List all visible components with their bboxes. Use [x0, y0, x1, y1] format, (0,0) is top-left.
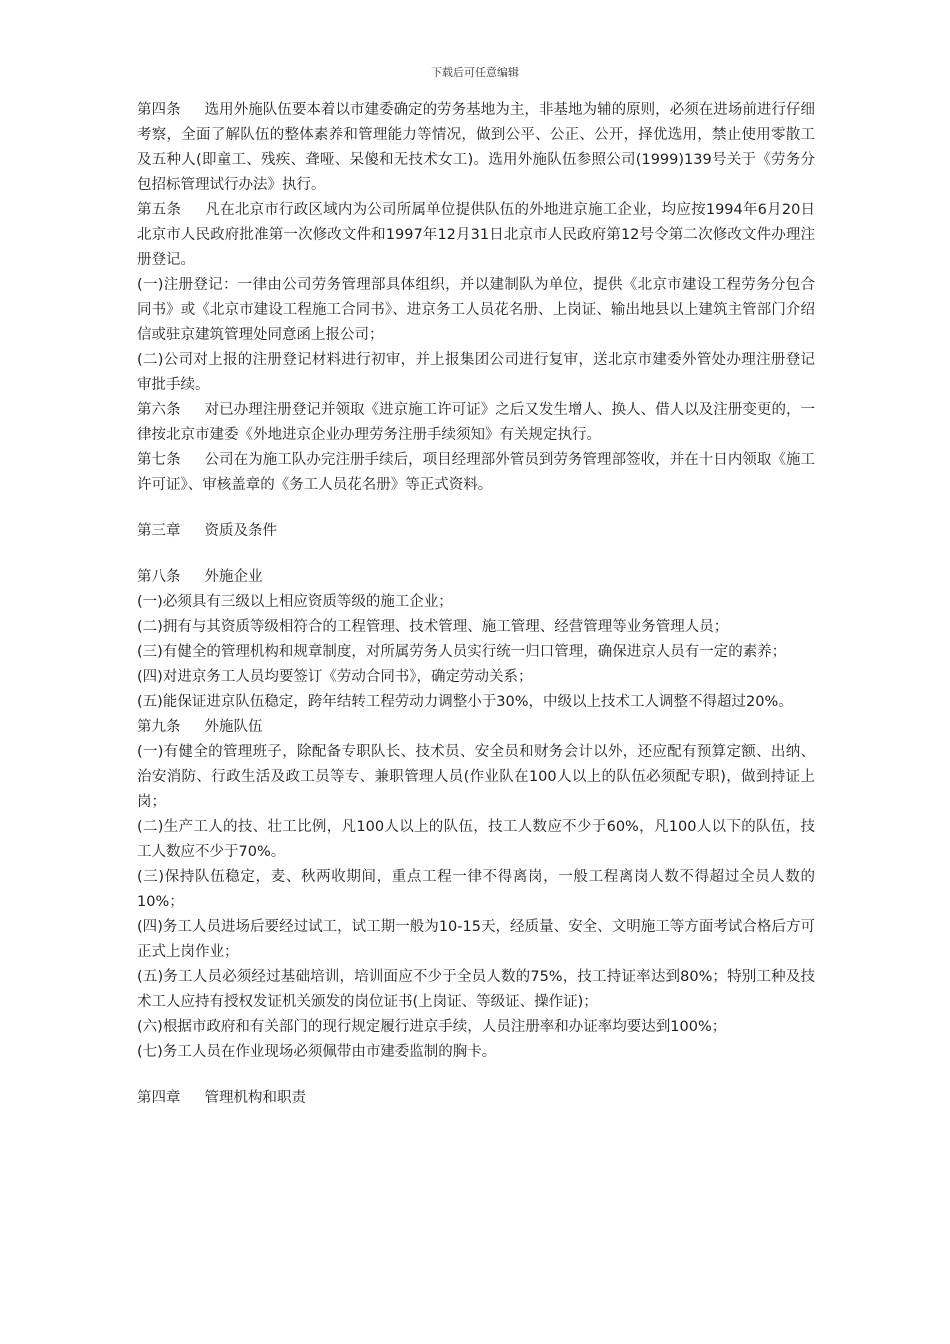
article-5	[137, 198, 815, 273]
article-8-item-1: (一)必须具有三级以上相应资质等级的施工企业；	[137, 594, 453, 610]
chapter-label: 第四章	[137, 1090, 181, 1106]
article-9-item-7: (七)务工人员在作业现场必须佩带由市建委监制的胸卡。	[137, 1044, 497, 1060]
article-label: 第七条	[137, 452, 181, 468]
article-label: 第四条	[137, 102, 181, 118]
chapter-3-heading	[137, 519, 815, 544]
article-5-item-2: (二)公司对上报的注册登记材料进行初审，并上报集团公司进行复审，送北京市建委外管处办理注册登记审批手续。	[137, 352, 815, 393]
article-text: 凡在北京市行政区域内为公司所属单位提供队伍的外地进京施工企业，均应按1994年6月20日北京市人民政府批准第一次修改文件和1997年12月31日北京市人民政府第12号令第二次修改文件办理注册登记。	[137, 202, 816, 268]
article-8-item-3: (三)有健全的管理机构和规章制度，对所属劳务人员实行统一归口管理，确保进京人员有一定的素养；	[137, 644, 787, 660]
article-8-item-5: (五)能保证进京队伍稳定，跨年结转工程劳动力调整小于30%，中级以上技术工人调整不得超过20%。	[137, 694, 793, 710]
article-text: 公司在为施工队办完注册手续后，项目经理部外管员到劳务管理部签收，并在十日内领取《施工许可证》、审核盖章的《务工人员花名册》等正式资料。	[137, 452, 816, 493]
article-label: 第六条	[137, 402, 181, 418]
article-8-item-2: (二)拥有与其资质等级相符合的工程管理、技术管理、施工管理、经营管理等业务管理人员；	[137, 619, 729, 635]
article-4	[137, 98, 815, 198]
article-title: 外施企业	[204, 569, 263, 585]
article-label: 第五条	[137, 202, 182, 218]
article-9-item-5: (五)务工人员必须经过基础培训，培训面应不少于全员人数的75%，技工持证率达到80%；特别工种及技术工人应持有授权发证机关颁发的岗位证书(上岗证、等级证、操作证)；	[137, 969, 815, 1010]
article-text: 选用外施队伍要本着以市建委确定的劳务基地为主，非基地为辅的原则，必须在进场前进行仔细考察，全面了解队伍的整体素养和管理能力等情况，做到公平、公正、公开，择优选用，禁止使用零散工及五种人(即童工、残疾、聋哑、呆傻和无技术女工)。选用外施队伍参照公司(1999)139号关于《劳务分包招标管理试行办法》执行。	[137, 102, 816, 193]
article-8-item-4: (四)对进京务工人员均要签订《劳动合同书》，确定劳动关系；	[137, 669, 533, 685]
article-label: 第九条	[137, 719, 181, 735]
article-label: 第八条	[137, 569, 181, 585]
article-9-item-3: (三)保持队伍稳定，麦、秋两收期间，重点工程一律不得离岗，一般工程离岗人数不得超过全员人数的10%；	[137, 869, 815, 910]
article-6	[137, 398, 815, 448]
article-7	[137, 448, 815, 498]
article-9-item-1: (一)有健全的管理班子，除配备专职队长、技术员、安全员和财务会计以外，还应配有预算定额、出纳、治安消防、行政生活及政工员等专、兼职管理人员(作业队在100人以上的队伍必须配专职)，做到持证上岗；	[137, 744, 815, 810]
spacer	[137, 498, 815, 519]
article-8-heading	[137, 565, 815, 590]
chapter-title: 管理机构和职责	[204, 1090, 306, 1106]
article-9-item-2: (二)生产工人的技、壮工比例，凡100人以上的队伍，技工人数应不少于60%，凡100人以下的队伍，技工人数应不少于70%。	[137, 819, 815, 860]
spacer	[137, 1065, 815, 1086]
page-header-note: 下载后可任意编辑	[431, 66, 519, 79]
article-text: 对已办理注册登记并领取《进京施工许可证》之后又发生增人、换人、借人以及注册变更的，一律按北京市建委《外地进京企业办理劳务注册手续须知》有关规定执行。	[137, 402, 816, 443]
spacer	[137, 544, 815, 565]
article-9-item-4: (四)务工人员进场后要经过试工，试工期一般为10-15天，经质量、安全、文明施工等方面考试合格后方可正式上岗作业；	[137, 919, 815, 960]
chapter-label: 第三章	[137, 523, 181, 539]
chapter-4-heading	[137, 1086, 815, 1111]
article-9-item-6: (六)根据市政府和有关部门的现行规定履行进京手续，人员注册率和办证率均要达到100%；	[137, 1019, 727, 1035]
article-5-item-1: (一)注册登记：一律由公司劳务管理部具体组织，并以建制队为单位，提供《北京市建设工程劳务分包合同书》或《北京市建设工程施工合同书》、进京务工人员花名册、上岗证、输出地县以上建筑主管部门介绍信或驻京建筑管理处同意函上报公司；	[137, 277, 815, 343]
document-body	[137, 98, 815, 1111]
article-9-heading	[137, 715, 815, 740]
article-title: 外施队伍	[204, 719, 263, 735]
chapter-title: 资质及条件	[204, 523, 277, 539]
